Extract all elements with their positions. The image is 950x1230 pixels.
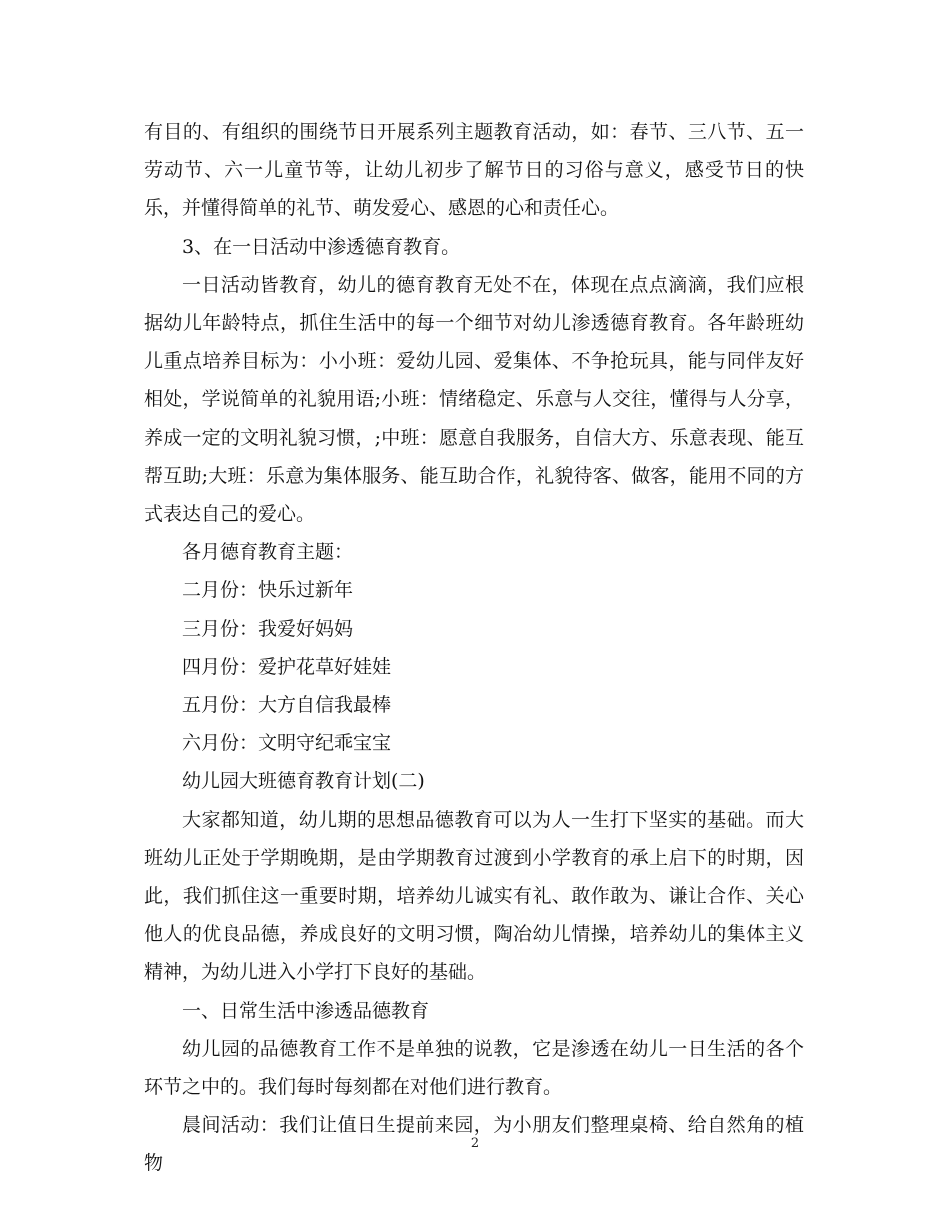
paragraph: 3、在一日活动中渗透德育教育。	[182, 235, 461, 258]
page-number: 2	[470, 1136, 480, 1151]
paragraph: 幼儿园的品德教育工作不是单独的说教，它是渗透在幼儿一日生活的各个环节之中的。我们每时每刻都在对他们进行教育。	[144, 1037, 804, 1099]
paragraph: 有目的、有组织的围绕节日开展系列主题教育活动，如：春节、三八节、五一劳动节、六一儿童节等，让幼儿初步了解节日的习俗与意义，感受节日的快乐，并懂得简单的礼节、萌发爱心、感恩的心和责任心。	[144, 121, 804, 220]
paragraph: 大家都知道，幼儿期的思想品德教育可以为人一生打下坚实的基础。而大班幼儿正处于学期晚期，是由学期教育过渡到小学教育的承上启下的时期，因此，我们抓住这一重要时期，培养幼儿诚实有礼、敢作敢为、谦让合作、关心他人的优良品德，养成良好的文明习惯，陶冶幼儿情操，培养幼儿的集体主义精神，为幼儿进入小学打下良好的基础。	[144, 808, 804, 984]
paragraph: 一日活动皆教育，幼儿的德育教育无处不在，体现在点点滴滴，我们应根据幼儿年龄特点，抓住生活中的每一个细节对幼儿渗透德育教育。各年龄班幼儿重点培养目标为：小小班：爱幼儿园、爱集体、不争抢玩具，能与同伴友好相处，学说简单的礼貌用语;小班：情绪稳定、乐意与人交往，懂得与人分享，养成一定的文明礼貌习惯，;中班：愿意自我服务，自信大方、乐意表现、能互帮互助;大班：乐意为集体服务、能互助合作，礼貌待客、做客，能用不同的方式表达自己的爱心。	[144, 273, 804, 526]
list-item: 六月份：文明守纪乖宝宝	[182, 732, 392, 755]
list-item: 五月份：大方自信我最棒	[182, 694, 392, 717]
section-heading: 一、日常生活中渗透品德教育	[182, 999, 430, 1022]
document-body	[144, 113, 804, 1183]
list-item: 四月份：爱护花草好娃娃	[182, 655, 392, 678]
list-item: 二月份：快乐过新年	[182, 579, 354, 602]
section-heading: 幼儿园大班德育教育计划(二)	[182, 770, 425, 793]
paragraph: 各月德育教育主题：	[182, 541, 354, 564]
paragraph: 晨间活动：我们让值日生提前来园，为小朋友们整理桌椅、给自然角的植物	[144, 1114, 804, 1175]
list-item: 三月份：我爱好妈妈	[182, 617, 354, 640]
